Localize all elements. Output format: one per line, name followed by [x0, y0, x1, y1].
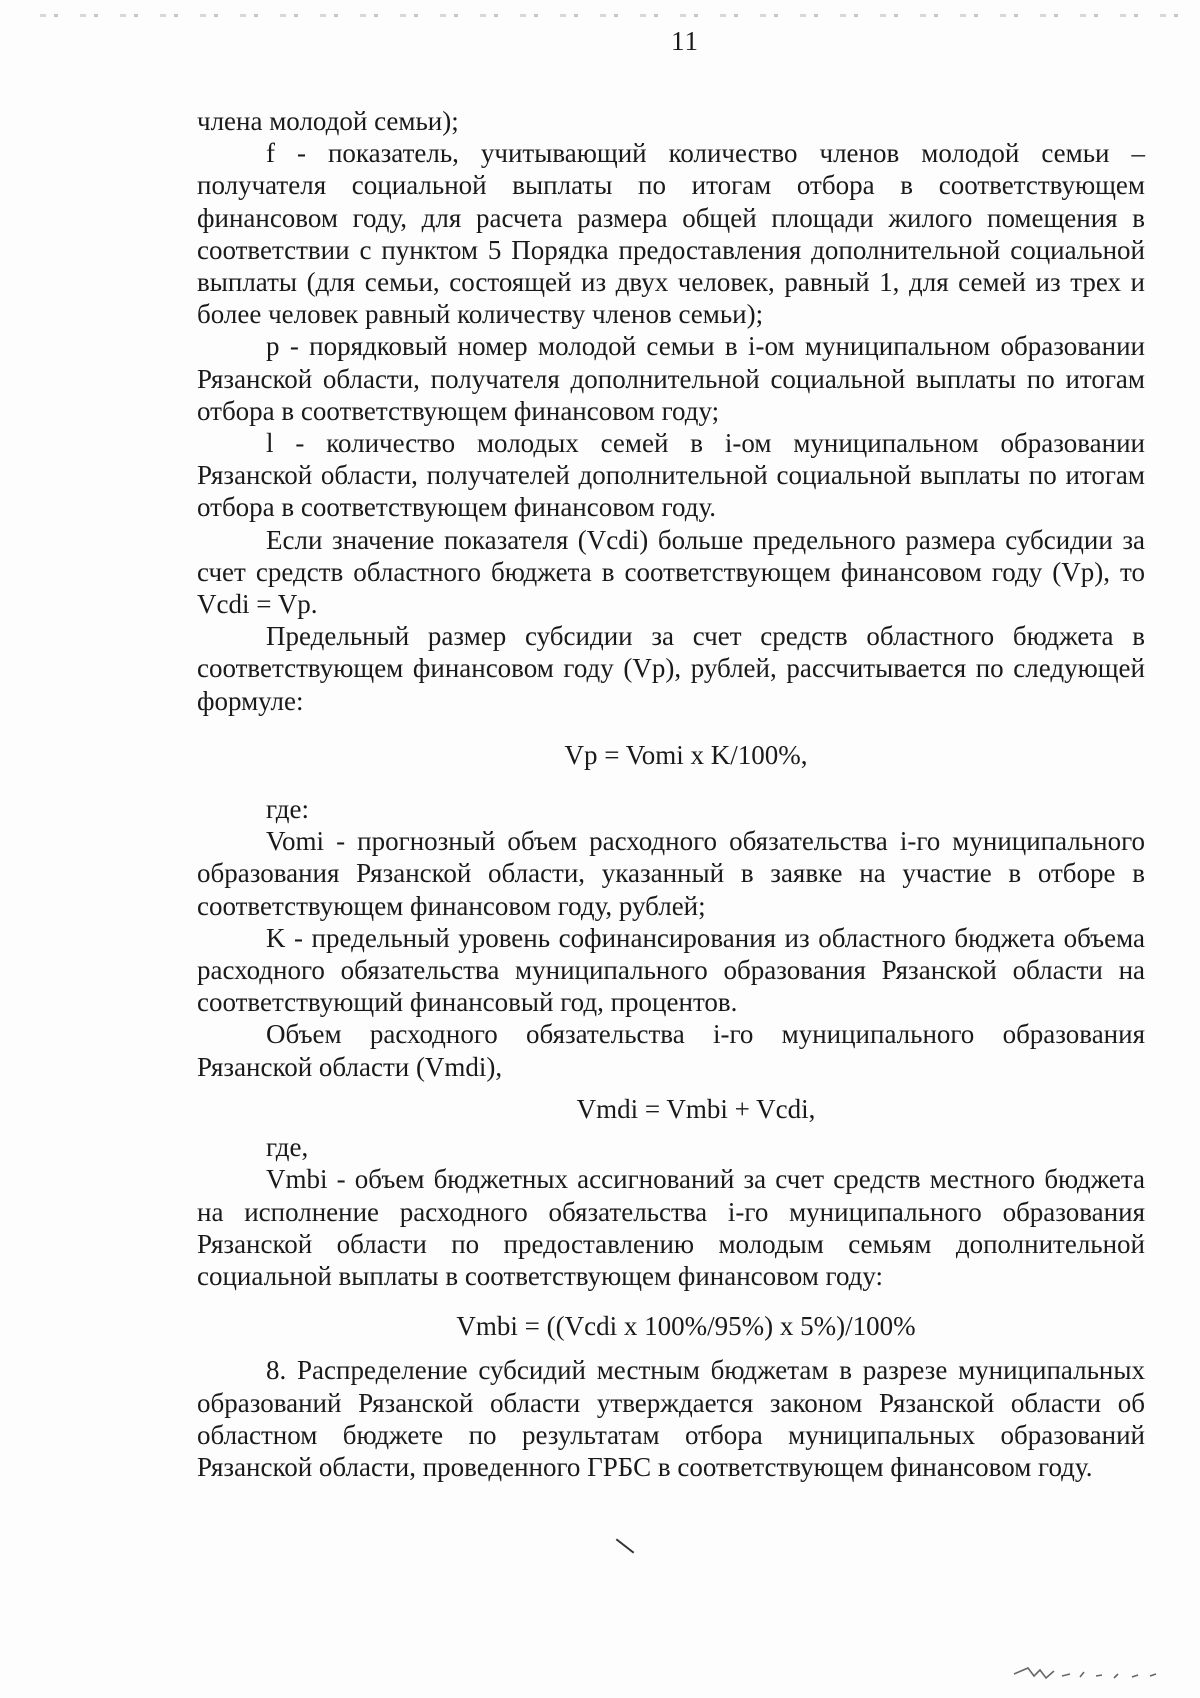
scan-artifact-line	[40, 14, 1180, 17]
paragraph-vp-intro: Предельный размер субсидии за счет средств областного бюджета в соответствующем финансовом году (Vp), рублей, рассчитывается по следующей формуле:	[197, 621, 1145, 716]
paragraph-vcdi-limit: Если значение показателя (Vcdi) больше предельного размера субсидии за счет средств областного бюджета в соответствующем финансовом году (Vp), то Vcdi = Vp.	[197, 524, 1145, 620]
where-label: где:	[266, 794, 309, 825]
paragraph-item-8: 8. Распределение субсидий местным бюджетам в разрезе муниципальных образований Рязанской области утверждается законом Рязанской области об областном бюджете по результатам отбора муниципальных образований Рязанской области, проведенного ГРБС в соответствующем финансовом году.	[197, 1355, 1145, 1482]
page-number: 11	[671, 26, 699, 56]
formula-vmbi: Vmbi = ((Vcdi x 100%/95%) x 5%)/100%	[456, 1311, 916, 1342]
formula-vmdi: Vmdi = Vmbi + Vcdi,	[576, 1093, 816, 1124]
document-body	[197, 105, 1145, 1483]
where-label-2: где,	[266, 1132, 309, 1163]
paragraph-vmbi-definition: Vmbi - объем бюджетных ассигнований за счет средств местного бюджета на исполнение расходного обязательства i-го муниципального образования Рязанской области по предоставлению молодым семьям дополнительной социальной выплаты в соответствующем финансовом году:	[197, 1164, 1145, 1291]
paragraph-vmdi-intro: Объем расходного обязательства i-го муниципального образования Рязанской области (Vmdi),	[197, 1019, 1145, 1082]
scan-scribble-mark	[1010, 1662, 1160, 1684]
pen-tick-mark	[616, 1538, 635, 1553]
formula-vp: Vp = Vomi x K/100%,	[564, 739, 808, 770]
paragraph-f-definition: f - показатель, учитывающий количество членов молодой семьи – получателя социальной выплаты по итогам отбора в соответствующем финансовом году, для расчета размера общей площади жилого помещения в соответствии с пунктом 5 Порядка предоставления дополнительной социальной выплаты (для семьи, состоящей из двух человек, равный 1, для семей из трех и более человек равный количеству членов семьи);	[197, 138, 1145, 330]
paragraph-continuation: члена молодой семьи);	[197, 106, 459, 136]
paragraph-l-definition: l - количество молодых семей в i-ом муниципальном образовании Рязанской области, получателей дополнительной социальной выплаты по итогам отбора в соответствующем финансовом году.	[197, 428, 1145, 523]
paragraph-p-definition: p - порядковый номер молодой семьи в i-ом муниципальном образовании Рязанской области, получателя дополнительной социальной выплаты по итогам отбора в соответствующем финансовом году;	[197, 331, 1145, 426]
paragraph-vomi-definition: Vomi - прогнозный объем расходного обязательства i-го муниципального образования Рязанской области, указанный в заявке на участие в отборе в соответствующем финансовом году, рублей;	[197, 826, 1145, 921]
paragraph-k-definition: K - предельный уровень софинансирования из областного бюджета объема расходного обязательства муниципального образования Рязанской области на соответствующий финансовый год, процентов.	[197, 922, 1145, 1018]
